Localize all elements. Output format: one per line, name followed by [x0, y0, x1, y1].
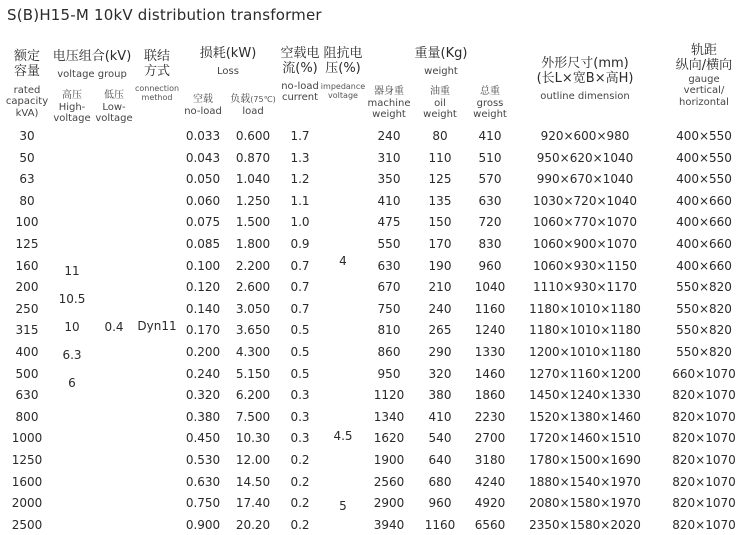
capacity-cell: 250	[15, 301, 39, 316]
capacity-cell: 630	[15, 388, 39, 403]
gauge-cell: 400×550	[676, 172, 732, 187]
gauge-cell: 550×820	[676, 280, 732, 295]
machine-weight-cell: 3940	[373, 517, 405, 532]
weight-header-en: weight	[424, 65, 458, 77]
dimension-cell: 1520×1380×1460	[529, 409, 641, 424]
dimension-cell: 990×670×1040	[536, 172, 634, 187]
capacity-cell: 125	[15, 237, 39, 251]
capacity-cell: 500	[15, 366, 39, 381]
machine-weight-cell: 670	[377, 280, 401, 295]
impedance-header-zh2: 压(%)	[325, 60, 361, 76]
load-loss-cell: 1.800	[235, 237, 271, 251]
gross-weight-cell: 1860	[474, 388, 506, 403]
capacity-header-en2: capacity	[5, 96, 49, 108]
capacity-cell: 800	[15, 409, 39, 424]
no-load-loss-cell: 0.170	[185, 323, 221, 338]
dimension-cell: 1270×1160×1200	[529, 366, 641, 381]
capacity-header	[2, 50, 52, 119]
gross-weight-cell: 630	[478, 193, 502, 208]
no-load-loss-cell: 0.630	[185, 474, 221, 489]
impedance-header-en2: voltage	[328, 91, 358, 101]
no-load-current-header	[278, 47, 322, 104]
connection-header-zh1: 联结	[143, 49, 170, 64]
capacity-header-zh1: 额定	[13, 49, 40, 64]
no-load-current-cell: 1.1	[290, 193, 310, 208]
dimension-header-zh1: 外形尺寸(mm)	[541, 56, 629, 71]
load-loss-cell: 4.300	[235, 345, 271, 359]
impedance-header	[320, 47, 366, 100]
capacity-cell: 1250	[11, 453, 43, 467]
load-loss-cell: 0.600	[235, 129, 271, 143]
no-load-loss-cell: 0.100	[185, 258, 221, 273]
load-loss-header-zh: 负载	[230, 94, 251, 105]
loss-header-en: Loss	[217, 65, 239, 77]
gross-weight-cell: 510	[478, 150, 502, 165]
load-loss-header-en: load	[242, 105, 264, 117]
gauge-cell: 400×660	[676, 258, 732, 273]
connection-header-zh2: 方式	[143, 63, 170, 79]
no-load-current-cell: 1.7	[290, 129, 310, 143]
gross-weight-cell: 1330	[474, 345, 506, 359]
load-loss-cell: 3.050	[235, 301, 271, 316]
gauge-cell: 400×550	[676, 129, 732, 143]
gauge-cell: 820×1070	[672, 517, 736, 532]
dimension-cell: 1450×1240×1330	[529, 388, 641, 403]
capacity-cell: 2000	[11, 496, 43, 511]
gauge-cell: 820×1070	[672, 496, 736, 511]
gross-weight-cell: 4920	[474, 496, 506, 511]
no-load-current-cell: 0.7	[290, 258, 310, 273]
gauge-cell: 820×1070	[672, 431, 736, 446]
gauge-cell: 400×550	[676, 150, 732, 165]
gauge-cell: 400×660	[676, 193, 732, 208]
load-loss-cell: 10.30	[235, 431, 271, 446]
oil-weight-cell: 265	[428, 323, 452, 338]
gauge-header-en3: horizontal	[679, 96, 729, 108]
gross-weight-cell: 1460	[474, 366, 506, 381]
no-load-current-cell: 0.7	[290, 301, 310, 316]
no-load-loss-cell: 0.140	[185, 301, 221, 316]
no-load-loss-cell: 0.240	[185, 366, 221, 381]
no-load-current-header-zh2: 流(%)	[282, 60, 318, 76]
oil-weight-header-en1: oil	[434, 97, 446, 109]
gauge-cell: 820×1070	[672, 409, 736, 424]
dimension-cell: 1110×930×1170	[532, 280, 638, 295]
dimension-cell: 1030×720×1040	[532, 193, 638, 208]
high-voltage-header	[50, 90, 94, 125]
capacity-cell: 315	[15, 323, 39, 338]
no-load-loss-cell: 0.380	[185, 409, 221, 424]
low-voltage-header-en1: Low-	[102, 101, 126, 113]
low-voltage-value: 0.4	[104, 320, 124, 334]
oil-weight-header-en2: weight	[423, 109, 457, 120]
dimension-cell: 1180×1010×1180	[529, 323, 641, 338]
high-voltage-header-en2: voltage	[53, 113, 91, 124]
no-load-current-cell: 1.2	[290, 172, 310, 187]
oil-weight-header-zh: 油重	[430, 86, 450, 97]
no-load-current-cell: 0.5	[290, 366, 310, 381]
gauge-cell: 400×660	[676, 237, 732, 251]
gauge-cell: 820×1070	[672, 453, 736, 467]
capacity-cell: 1000	[11, 431, 43, 446]
no-load-loss-cell: 0.120	[185, 280, 221, 295]
gross-weight-header-en2: weight	[473, 109, 507, 120]
no-load-loss-cell: 0.320	[185, 388, 221, 403]
gross-weight-cell: 720	[478, 215, 502, 230]
load-loss-cell: 2.200	[235, 258, 271, 273]
gross-weight-cell: 3180	[474, 453, 506, 467]
connection-header-en2: method	[141, 93, 173, 103]
capacity-cell: 30	[19, 129, 35, 143]
no-load-loss-cell: 0.085	[185, 237, 221, 251]
oil-weight-cell: 680	[428, 474, 452, 489]
no-load-current-cell: 0.2	[290, 453, 310, 467]
capacity-header-en3: kVA)	[15, 107, 39, 119]
impedance-value: 4	[339, 254, 347, 268]
no-load-current-cell: 0.5	[290, 345, 310, 359]
dimension-header-en: outline dimension	[540, 90, 630, 102]
machine-weight-cell: 2900	[373, 496, 405, 511]
load-loss-cell: 1.500	[235, 215, 271, 230]
load-loss-cell: 17.40	[235, 496, 271, 511]
no-load-loss-cell: 0.530	[185, 453, 221, 467]
machine-weight-cell: 240	[377, 129, 401, 143]
oil-weight-cell: 1160	[424, 517, 456, 532]
gauge-cell: 820×1070	[672, 388, 736, 403]
gauge-cell: 550×820	[676, 345, 732, 359]
gauge-header-zh2: 纵向/横向	[675, 57, 733, 73]
oil-weight-cell: 110	[428, 150, 452, 165]
no-load-current-header-zh1: 空载电	[280, 46, 320, 61]
no-load-current-cell: 0.3	[290, 409, 310, 424]
no-load-loss-cell: 0.043	[185, 150, 221, 165]
no-load-current-cell: 0.5	[290, 323, 310, 338]
machine-weight-cell: 310	[377, 150, 401, 165]
no-load-current-cell: 0.3	[290, 388, 310, 403]
gross-weight-header-en1: gross	[476, 97, 504, 109]
gross-weight-cell: 830	[478, 237, 502, 251]
machine-weight-cell: 410	[377, 193, 401, 208]
machine-weight-header-en1: machine	[367, 97, 411, 109]
load-loss-header-unit: (75℃)	[250, 95, 276, 104]
machine-weight-header-en2: weight	[372, 109, 406, 120]
no-load-current-cell: 0.2	[290, 474, 310, 489]
load-loss-header	[226, 94, 280, 117]
machine-weight-cell: 1120	[373, 388, 405, 403]
gross-weight-cell: 2230	[474, 409, 506, 424]
no-load-loss-cell: 0.200	[185, 345, 221, 359]
no-load-current-header-en2: current	[281, 92, 319, 104]
oil-weight-cell: 290	[428, 345, 452, 359]
connection-value: Dyn11	[137, 319, 177, 333]
dimension-cell: 1880×1540×1970	[529, 474, 641, 489]
no-load-loss-header-en: no-load	[184, 105, 222, 117]
impedance-value: 4.5	[333, 429, 353, 443]
machine-weight-cell: 1620	[373, 431, 405, 446]
gauge-header-en2: vertical/	[683, 85, 725, 97]
impedance-value: 5	[339, 499, 347, 513]
machine-weight-cell: 1340	[373, 409, 405, 424]
capacity-cell: 50	[19, 150, 35, 165]
dimension-cell: 1780×1500×1690	[529, 453, 641, 467]
dimension-cell: 920×600×980	[540, 129, 630, 143]
page-title: S(B)H15-M 10kV distribution transformer	[7, 6, 322, 24]
gross-weight-cell: 960	[478, 258, 502, 273]
machine-weight-header	[362, 86, 416, 121]
connection-header-en1: connection	[134, 83, 180, 93]
loss-header	[178, 47, 278, 77]
no-load-loss-cell: 0.750	[185, 496, 221, 511]
capacity-cell: 2500	[11, 517, 43, 532]
oil-weight-header	[414, 86, 466, 121]
dimension-cell: 1720×1460×1510	[529, 431, 641, 446]
loss-header-zh: 损耗(kW)	[199, 46, 257, 61]
gross-weight-header	[464, 86, 516, 121]
gross-weight-cell: 1160	[474, 301, 506, 316]
gauge-cell: 660×1070	[672, 366, 736, 381]
dimension-header	[515, 57, 655, 102]
capacity-cell: 1600	[11, 474, 43, 489]
dimension-header-zh2: (长L×宽B×高H)	[536, 70, 634, 86]
machine-weight-cell: 475	[377, 215, 401, 230]
machine-weight-cell: 950	[377, 366, 401, 381]
machine-weight-cell: 630	[377, 258, 401, 273]
high-voltage-header-zh: 高压	[62, 90, 82, 101]
gross-weight-cell: 1240	[474, 323, 506, 338]
load-loss-cell: 0.870	[235, 150, 271, 165]
load-loss-cell: 14.50	[235, 474, 271, 489]
no-load-loss-cell: 0.033	[185, 129, 221, 143]
oil-weight-cell: 170	[428, 237, 452, 251]
no-load-current-cell: 0.2	[290, 496, 310, 511]
no-load-loss-cell: 0.060	[185, 193, 221, 208]
high-voltage-value: 10	[64, 320, 80, 334]
load-loss-cell: 7.500	[235, 409, 271, 424]
high-voltage-value: 10.5	[58, 292, 86, 306]
voltage-group-header	[50, 50, 134, 80]
no-load-loss-cell: 0.050	[185, 172, 221, 187]
gross-weight-header-zh: 总重	[480, 86, 500, 97]
dimension-cell: 1060×930×1150	[532, 258, 638, 273]
no-load-loss-cell: 0.900	[185, 517, 221, 532]
load-loss-cell: 1.250	[235, 193, 271, 208]
dimension-cell: 1060×900×1070	[532, 237, 638, 251]
capacity-cell: 400	[15, 345, 39, 359]
oil-weight-cell: 125	[428, 172, 452, 187]
no-load-current-cell: 0.3	[290, 431, 310, 446]
oil-weight-cell: 240	[428, 301, 452, 316]
no-load-current-cell: 0.9	[290, 237, 310, 251]
weight-header-zh: 重量(Kg)	[414, 46, 468, 61]
oil-weight-cell: 640	[428, 453, 452, 467]
oil-weight-cell: 150	[428, 215, 452, 230]
machine-weight-cell: 550	[377, 237, 401, 251]
gross-weight-cell: 6560	[474, 517, 506, 532]
machine-weight-cell: 750	[377, 301, 401, 316]
connection-header	[134, 50, 180, 102]
impedance-header-en1: impedance	[320, 81, 366, 91]
oil-weight-cell: 80	[432, 129, 448, 143]
dimension-cell: 1060×770×1070	[532, 215, 638, 230]
gauge-header	[660, 44, 748, 108]
oil-weight-cell: 960	[428, 496, 452, 511]
capacity-cell: 100	[15, 215, 39, 230]
gross-weight-cell: 570	[478, 172, 502, 187]
capacity-cell: 200	[15, 280, 39, 295]
no-load-loss-cell: 0.075	[185, 215, 221, 230]
gauge-cell: 550×820	[676, 323, 732, 338]
oil-weight-cell: 135	[428, 193, 452, 208]
high-voltage-value: 6	[68, 376, 76, 390]
machine-weight-cell: 350	[377, 172, 401, 187]
machine-weight-header-zh: 器身重	[374, 86, 404, 97]
capacity-cell: 160	[15, 258, 39, 273]
low-voltage-header-en2: voltage	[95, 113, 133, 124]
gross-weight-cell: 410	[478, 129, 502, 143]
load-loss-cell: 6.200	[235, 388, 271, 403]
load-loss-cell: 2.600	[235, 280, 271, 295]
high-voltage-value: 11	[64, 264, 80, 278]
gauge-cell: 550×820	[676, 301, 732, 316]
weight-header	[364, 47, 518, 77]
load-loss-cell: 12.00	[235, 453, 271, 467]
capacity-cell: 63	[19, 172, 35, 187]
no-load-loss-header	[178, 94, 228, 117]
load-loss-cell: 3.650	[235, 323, 271, 338]
voltage-group-header-en: voltage group	[57, 68, 127, 80]
machine-weight-cell: 2560	[373, 474, 405, 489]
dimension-cell: 1200×1010×1180	[529, 345, 641, 359]
machine-weight-cell: 860	[377, 345, 401, 359]
no-load-loss-header-zh: 空载	[193, 94, 213, 105]
load-loss-cell: 1.040	[235, 172, 271, 187]
capacity-header-zh2: 容量	[13, 63, 40, 79]
dimension-cell: 2350×1580×2020	[529, 517, 641, 532]
capacity-cell: 80	[19, 193, 35, 208]
gross-weight-cell: 2700	[474, 431, 506, 446]
high-voltage-value: 6.3	[62, 348, 82, 362]
dimension-cell: 2080×1580×1970	[529, 496, 641, 511]
oil-weight-cell: 540	[428, 431, 452, 446]
no-load-current-cell: 0.2	[290, 517, 310, 532]
oil-weight-cell: 190	[428, 258, 452, 273]
oil-weight-cell: 380	[428, 388, 452, 403]
gauge-header-en1: gauge	[688, 73, 720, 85]
gross-weight-cell: 1040	[474, 280, 506, 295]
gauge-cell: 400×660	[676, 215, 732, 230]
impedance-header-zh1: 阻抗电	[323, 46, 363, 61]
high-voltage-header-en1: High-	[58, 101, 86, 113]
no-load-current-header-en1: no-load	[281, 80, 319, 92]
load-loss-cell: 5.150	[235, 366, 271, 381]
oil-weight-cell: 410	[428, 409, 452, 424]
oil-weight-cell: 210	[428, 280, 452, 295]
load-loss-cell: 20.20	[235, 517, 271, 532]
machine-weight-cell: 810	[377, 323, 401, 338]
no-load-loss-cell: 0.450	[185, 431, 221, 446]
oil-weight-cell: 320	[428, 366, 452, 381]
voltage-group-header-zh: 电压组合(kV)	[52, 49, 132, 64]
gauge-header-zh1: 轨距	[690, 43, 717, 58]
no-load-current-cell: 1.3	[290, 150, 310, 165]
machine-weight-cell: 1900	[373, 453, 405, 467]
gauge-cell: 820×1070	[672, 474, 736, 489]
no-load-current-cell: 1.0	[290, 215, 310, 230]
low-voltage-header	[94, 90, 134, 125]
dimension-cell: 1180×1010×1180	[529, 301, 641, 316]
gross-weight-cell: 4240	[474, 474, 506, 489]
low-voltage-header-zh: 低压	[104, 90, 124, 101]
capacity-header-en1: rated	[13, 84, 41, 96]
no-load-current-cell: 0.7	[290, 280, 310, 295]
dimension-cell: 950×620×1040	[536, 150, 634, 165]
